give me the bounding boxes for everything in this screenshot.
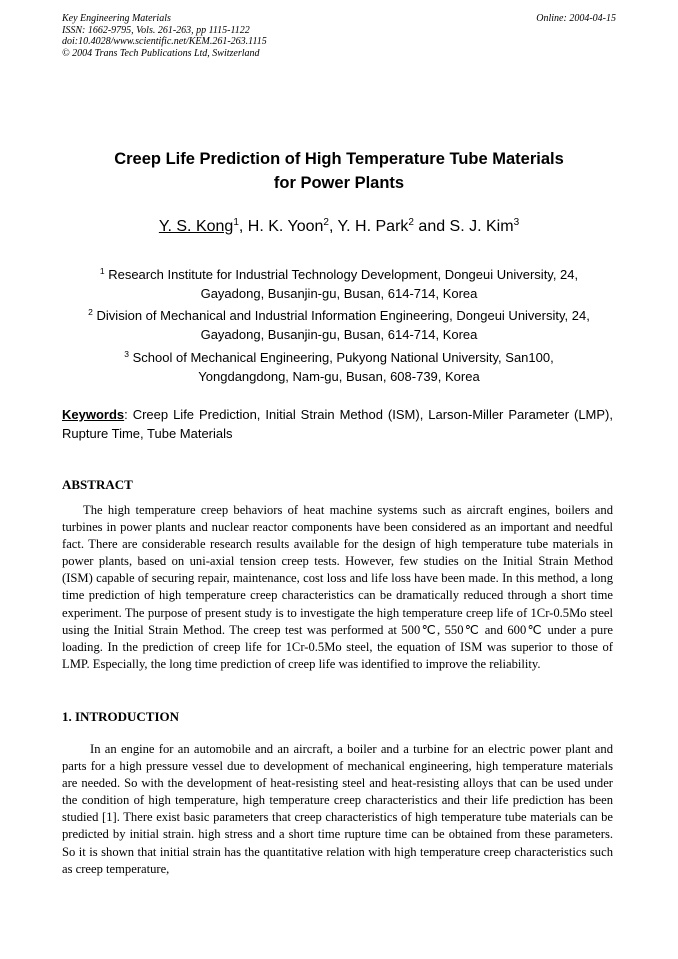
author-park: , Y. H. Park xyxy=(328,218,409,235)
keywords-section xyxy=(62,405,613,443)
author-park-affil: 2 xyxy=(408,217,414,228)
journal-name: Key Engineering Materials xyxy=(62,13,171,24)
author-kong-affil: 1 xyxy=(233,217,239,228)
author-yoon: , H. K. Yoon xyxy=(238,218,324,235)
affiliation-line: Division of Mechanical and Industrial Information Engineering, Dongeui University, 24, xyxy=(96,308,590,323)
affiliation-line: School of Mechanical Engineering, Pukyong National University, San100, xyxy=(132,350,554,365)
paper-title xyxy=(62,147,616,195)
abstract-paragraph: The high temperature creep behaviors of heat machine systems such as aircraft engines, boilers and turbines in power plants and nuclear reactor components have been considered as an important and needful fact. There are considerable research results available for the design of high temperature tube materials in power plants, based on uni-axial tension creep tests. However, few studies on the Initial Strain Method (ISM) capable of securing repair, maintenance, cost loss and life loss have been made. In this method, a long time prediction of high temperature creep characteristics can be dramatically reduced through a short time experiment. The purpose of present study is to investigate the high temperature creep life of 1Cr-0.5Mo steel using the Initial Strain Method. The creep test was performed at 500℃, 550℃ and 600℃ under a pure loading. In the prediction of creep life for 1Cr-0.5Mo steel, the equation of ISM was superior to those of LMP. Especially, the long time prediction of creep life was identified to improve the reliability. xyxy=(62,503,613,671)
introduction-paragraph: In an engine for an automobile and an aircraft, a boiler and a turbine for an electric power plant and parts for a high pressure vessel due to development of mechanical engineering, high temperature materials are needed. So with the development of heat-resisting steel and heat-resisting alloys that can be used under the condition of high temperature, high temperature creep characteristics and their life prediction has been studied [1]. There exist basic parameters that creep characteristics of high temperature tube materials can be predicted by initial strain. high stress and a short time rupture time can be obtained from these parameters. So it is shown that initial strain has the quantitative relation with high temperature creep characteristics such as creep temperature, xyxy=(62,742,613,876)
abstract-body xyxy=(62,502,613,673)
keywords-list: : Creep Life Prediction, Initial Strain Method (ISM), Larson-Miller Parameter (LMP), Rupture Time, Tube Materials xyxy=(62,407,613,441)
affiliation-line: Research Institute for Industrial Technology Development, Dongeui University, 24, xyxy=(108,267,579,282)
journal-header xyxy=(62,13,616,59)
keywords-label: Keywords xyxy=(62,407,125,422)
affiliation-number: 3 xyxy=(124,349,130,359)
affiliation-1 xyxy=(62,265,616,303)
author-kong: Y. S. Kong xyxy=(158,218,234,235)
author-yoon-affil: 2 xyxy=(323,217,329,228)
abstract-heading: ABSTRACT xyxy=(62,477,133,492)
introduction-body xyxy=(62,741,613,878)
journal-doi[interactable]: doi:10.4028/www.scientific.net/KEM.261-263.1115 xyxy=(62,36,267,47)
affiliation-line: Gayadong, Busanjin-gu, Busan, 614-714, Korea xyxy=(200,286,478,301)
introduction-heading: 1. INTRODUCTION xyxy=(62,709,180,724)
affiliation-number: 1 xyxy=(99,266,105,276)
affiliation-line: Gayadong, Busanjin-gu, Busan, 614-714, Korea xyxy=(200,327,478,342)
affiliation-2 xyxy=(62,306,616,344)
author-kim: and S. J. Kim xyxy=(413,218,514,235)
affiliation-3 xyxy=(62,348,616,386)
affiliation-number: 2 xyxy=(88,307,93,317)
affiliation-line: Yongdangdong, Nam-gu, Busan, 608-739, Korea xyxy=(198,369,480,384)
paper-title-line-2: for Power Plants xyxy=(273,174,405,192)
author-kim-affil: 3 xyxy=(513,217,520,228)
paper-title-line-1: Creep Life Prediction of High Temperature Tube Materials xyxy=(114,150,564,168)
online-date: Online: 2004-04-15 xyxy=(536,13,616,24)
journal-issn: ISSN: 1662-9795, Vols. 261-263, pp 1115-1122 xyxy=(62,24,250,36)
author-list xyxy=(62,216,616,238)
journal-copyright: © 2004 Trans Tech Publications Ltd, Switzerland xyxy=(62,47,260,59)
